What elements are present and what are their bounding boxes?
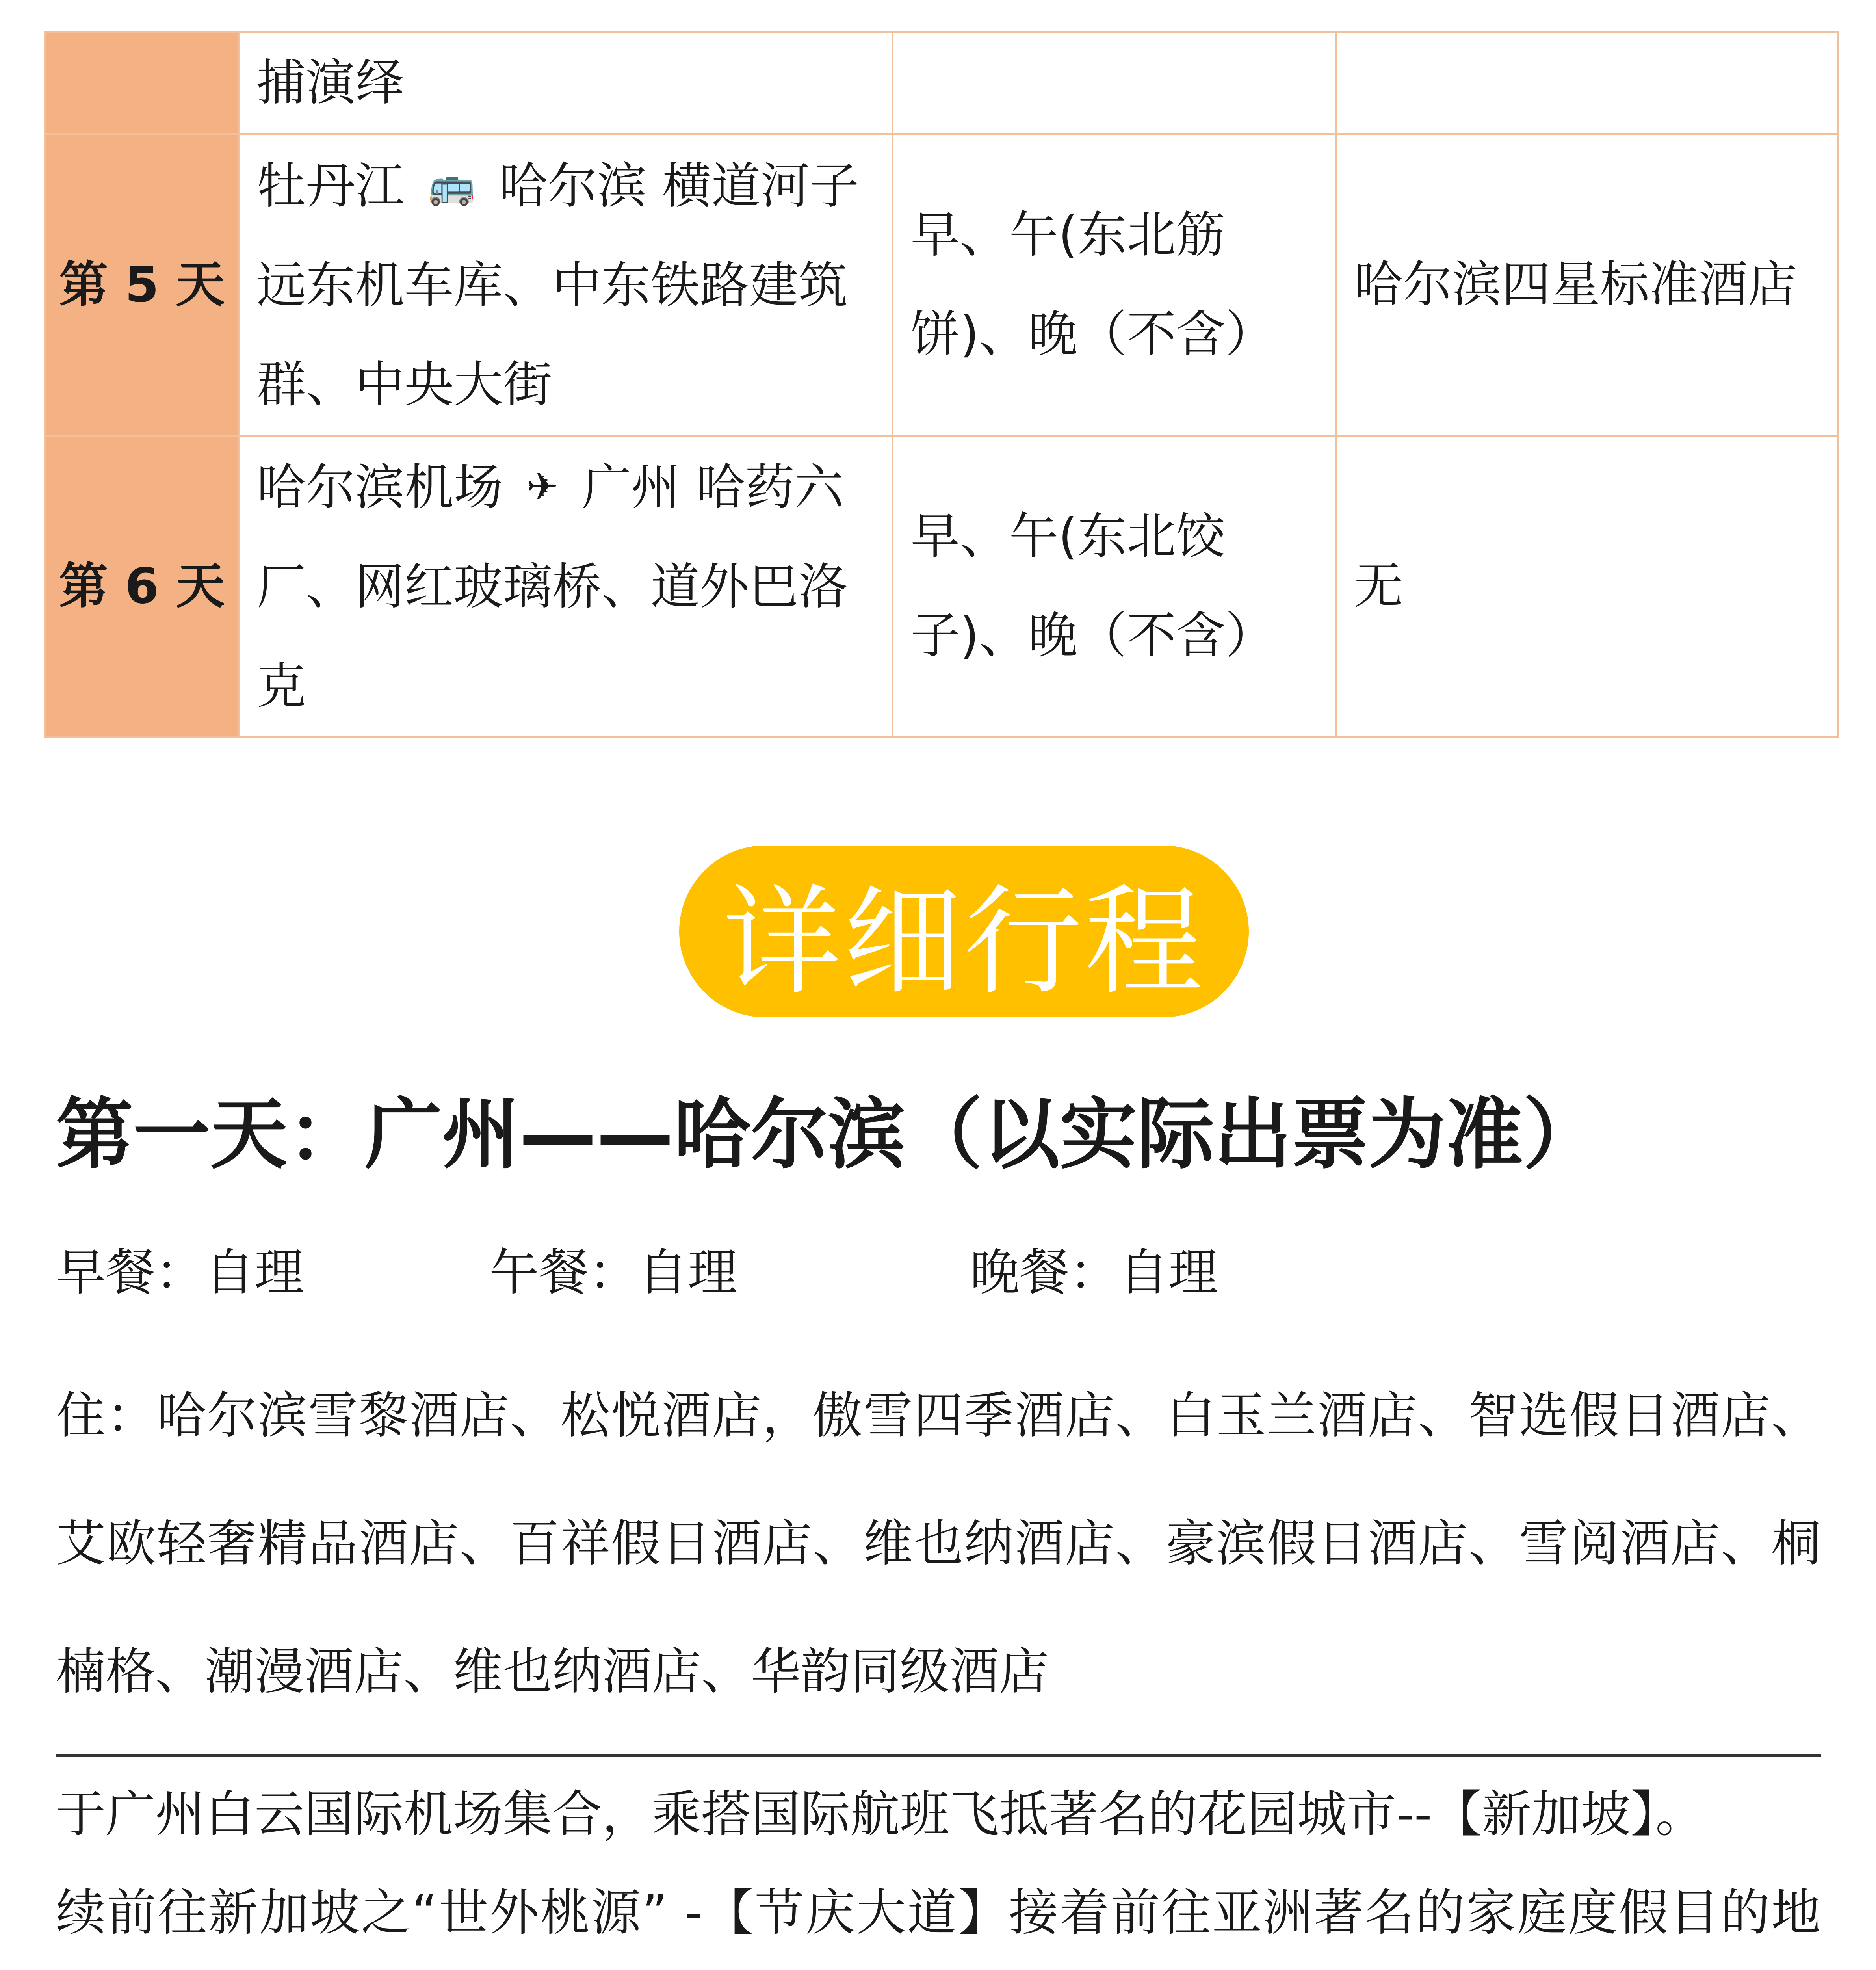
dinner-label: 晚餐：自理 [970, 1243, 1218, 1301]
route-cell [238, 436, 892, 738]
hotel-cell: 无 [1335, 436, 1838, 738]
meals-cell: 早、午(东北筋饼)、晚（不含） [892, 134, 1335, 436]
hotel-cell [1335, 32, 1838, 134]
day-heading: 第一天：广州——哈尔滨（以实际出票为准） [56, 1090, 1601, 1180]
itinerary-body [56, 1765, 1821, 1970]
lunch-label: 午餐：自理 [489, 1243, 737, 1301]
section-title: 详细行程 [679, 846, 1249, 1017]
itinerary-table [44, 31, 1839, 738]
bus-icon: 🚌 [428, 163, 476, 207]
day-cell: 第 5 天 [45, 134, 238, 436]
accommodation-text: 住：哈尔滨雪黎酒店、松悦酒店，傲雪四季酒店、白玉兰酒店、智选假日酒店、艾欧轻奢精品酒店、百祥假日酒店、维也纳酒店、豪滨假日酒店、雪阅酒店、桐楠格、潮漫酒店、维也纳酒店、华韵同级酒店 [56, 1386, 1821, 1701]
hotel-cell: 哈尔滨四星标准酒店 [1335, 134, 1838, 436]
route-detail: 哈尔滨 横道河子远东机车库、中东铁路建筑群、中央大街 [256, 157, 859, 413]
meals-cell: 早、午(东北饺子)、晚（不含） [892, 436, 1335, 738]
paragraph: 续前往新加坡之“世外桃源” -【节庆大道】接着前往亚洲著名的家庭度假目的地 [56, 1884, 1821, 1942]
divider [56, 1754, 1821, 1757]
breakfast-label: 早餐：自理 [56, 1243, 304, 1301]
route-detail: 广州 哈药六厂、网红玻璃桥、道外巴洛克 [256, 459, 848, 715]
route-origin: 牡丹江 [256, 157, 405, 215]
day-cell [45, 32, 238, 134]
route-origin: 哈尔滨机场 [256, 459, 503, 516]
table-row [45, 134, 1838, 436]
day-cell: 第 6 天 [45, 436, 238, 738]
route-cell [238, 134, 892, 436]
route-cell: 捕演绎 [238, 32, 892, 134]
paragraph: 于广州白云国际机场集合，乘搭国际航班飞抵著名的花园城市--【新加坡】。 [56, 1785, 1705, 1843]
table-row [45, 32, 1838, 134]
meals-cell [892, 32, 1335, 134]
airplane-icon: ✈ [526, 464, 558, 509]
table-row [45, 436, 1838, 738]
